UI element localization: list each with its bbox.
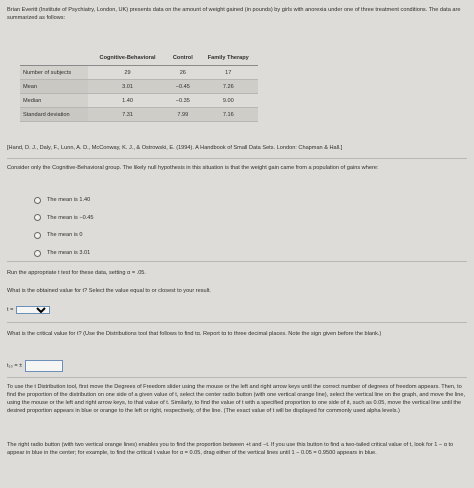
t-label: t = [7, 307, 14, 313]
radio-button[interactable] [34, 232, 41, 239]
table-cell: 7.31 [88, 108, 167, 122]
citation-text: [Hand, D. J., Daly, F., Lunn, A. D., McConway, K. J., & Ostrowski, E. (1994). A Handbook of Small Data Sets. London: Chapman & Hall.] [7, 145, 343, 151]
t-critical-label: t₁₀ = ± [7, 362, 23, 369]
two-tailed-instructions: The right radio button (with two vertical orange lines) enables you to find the proportion between +t and −t. If you use this button to find a two-tailed critical value of t, look for 1 − α to appear in blue in the center; for example, to find the critical t value for α = 0.05, drag either of the vertical lines until 1 − 0.05 = 0.9500 appears in blue. [7, 442, 454, 457]
table-cell: 17 [199, 66, 258, 80]
divider [7, 261, 467, 262]
option-label: The mean is 3.01 [47, 250, 91, 256]
table-cell: Number of subjects [20, 66, 88, 80]
run-test-text: Run the appropriate t test for these data, setting α = .05. [7, 270, 146, 276]
divider [7, 322, 467, 323]
table-cell: −0.35 [167, 94, 199, 108]
table-cell: 7.16 [199, 108, 258, 122]
radio-button[interactable] [34, 214, 41, 221]
option-mean-3-01[interactable] [34, 247, 94, 259]
option-label: The mean is 0 [47, 232, 83, 239]
table-cell: Median [20, 94, 88, 108]
option-mean-1-40[interactable] [34, 194, 94, 206]
divider [7, 377, 467, 378]
option-mean-neg-0-45[interactable] [34, 212, 94, 224]
table-header-control: Control [167, 53, 199, 66]
table-cell: 3.01 [88, 80, 167, 94]
option-mean-0[interactable] [34, 229, 94, 241]
table-header-cognitive: Cognitive-Behavioral [88, 53, 167, 66]
table-header-family: Family Therapy [199, 53, 258, 66]
table-cell: −0.45 [167, 80, 199, 94]
table-row [20, 80, 258, 94]
critical-value-question: What is the critical value for t? (Use the Distributions tool that follows to find tα. Report tα to three decimal places. Note the sign given before the blank.) [7, 331, 382, 337]
radio-button[interactable] [34, 250, 41, 257]
table-cell: 9.00 [199, 94, 258, 108]
divider [7, 158, 467, 159]
null-hypothesis-question: Consider only the Cognitive-Behavioral group. The likely null hypothesis in this situation is that the weight gain came from a population of gains where: [7, 165, 379, 171]
table-cell: Standard deviation [20, 108, 88, 122]
table-row [20, 108, 258, 122]
option-label: The mean is −0.45 [47, 214, 94, 221]
critical-t-input[interactable] [25, 360, 63, 372]
obtained-t-row [7, 306, 50, 314]
table-row [20, 66, 258, 80]
radio-button[interactable] [34, 197, 41, 204]
table-cell: 7.26 [199, 80, 258, 94]
summary-table [20, 53, 258, 122]
table-cell: 7.99 [167, 108, 199, 122]
option-label: The mean is 1.40 [47, 196, 91, 203]
table-cell: 26 [167, 66, 199, 80]
obtained-value-question: What is the obtained value for t? Select the value equal to or closest to your result. [7, 288, 211, 294]
table-cell: 29 [88, 66, 167, 80]
distribution-tool-instructions: To use the t Distribution tool, first move the Degrees of Freedom slider using the mouse or the left and right arrow keys until the correct number of degrees of freedom appears. Then, to find the proportion of the distribution on one side of a given value of t, select the center radio button (with one vertical orange line), select the vertical line on the graph, and move the line, using the mouse or the left and right arrow keys, to that value of t. Similarly, to find the value of t with a specified proportion to one side of it, such as 0.05, move the vertical line until the desired proportion appears in blue or orange to the left or right, respectively, of the line. (The exact value of t will be displayed for commonly used alpha levels.) [7, 384, 466, 415]
table-row [20, 94, 258, 108]
answer-options [34, 194, 94, 265]
critical-t-row [7, 360, 63, 372]
table-cell: 1.40 [88, 94, 167, 108]
table-cell: Mean [20, 80, 88, 94]
intro-text: Brian Everitt (Institute of Psychiatry, London, UK) presents data on the amount of weight gained (in pounds) by girls with anorexia under one of three treatment conditions. The data are summarized as follows: [7, 7, 461, 22]
obtained-t-select[interactable] [16, 306, 50, 314]
table-header-blank [20, 53, 88, 66]
table-header-row [20, 53, 258, 66]
